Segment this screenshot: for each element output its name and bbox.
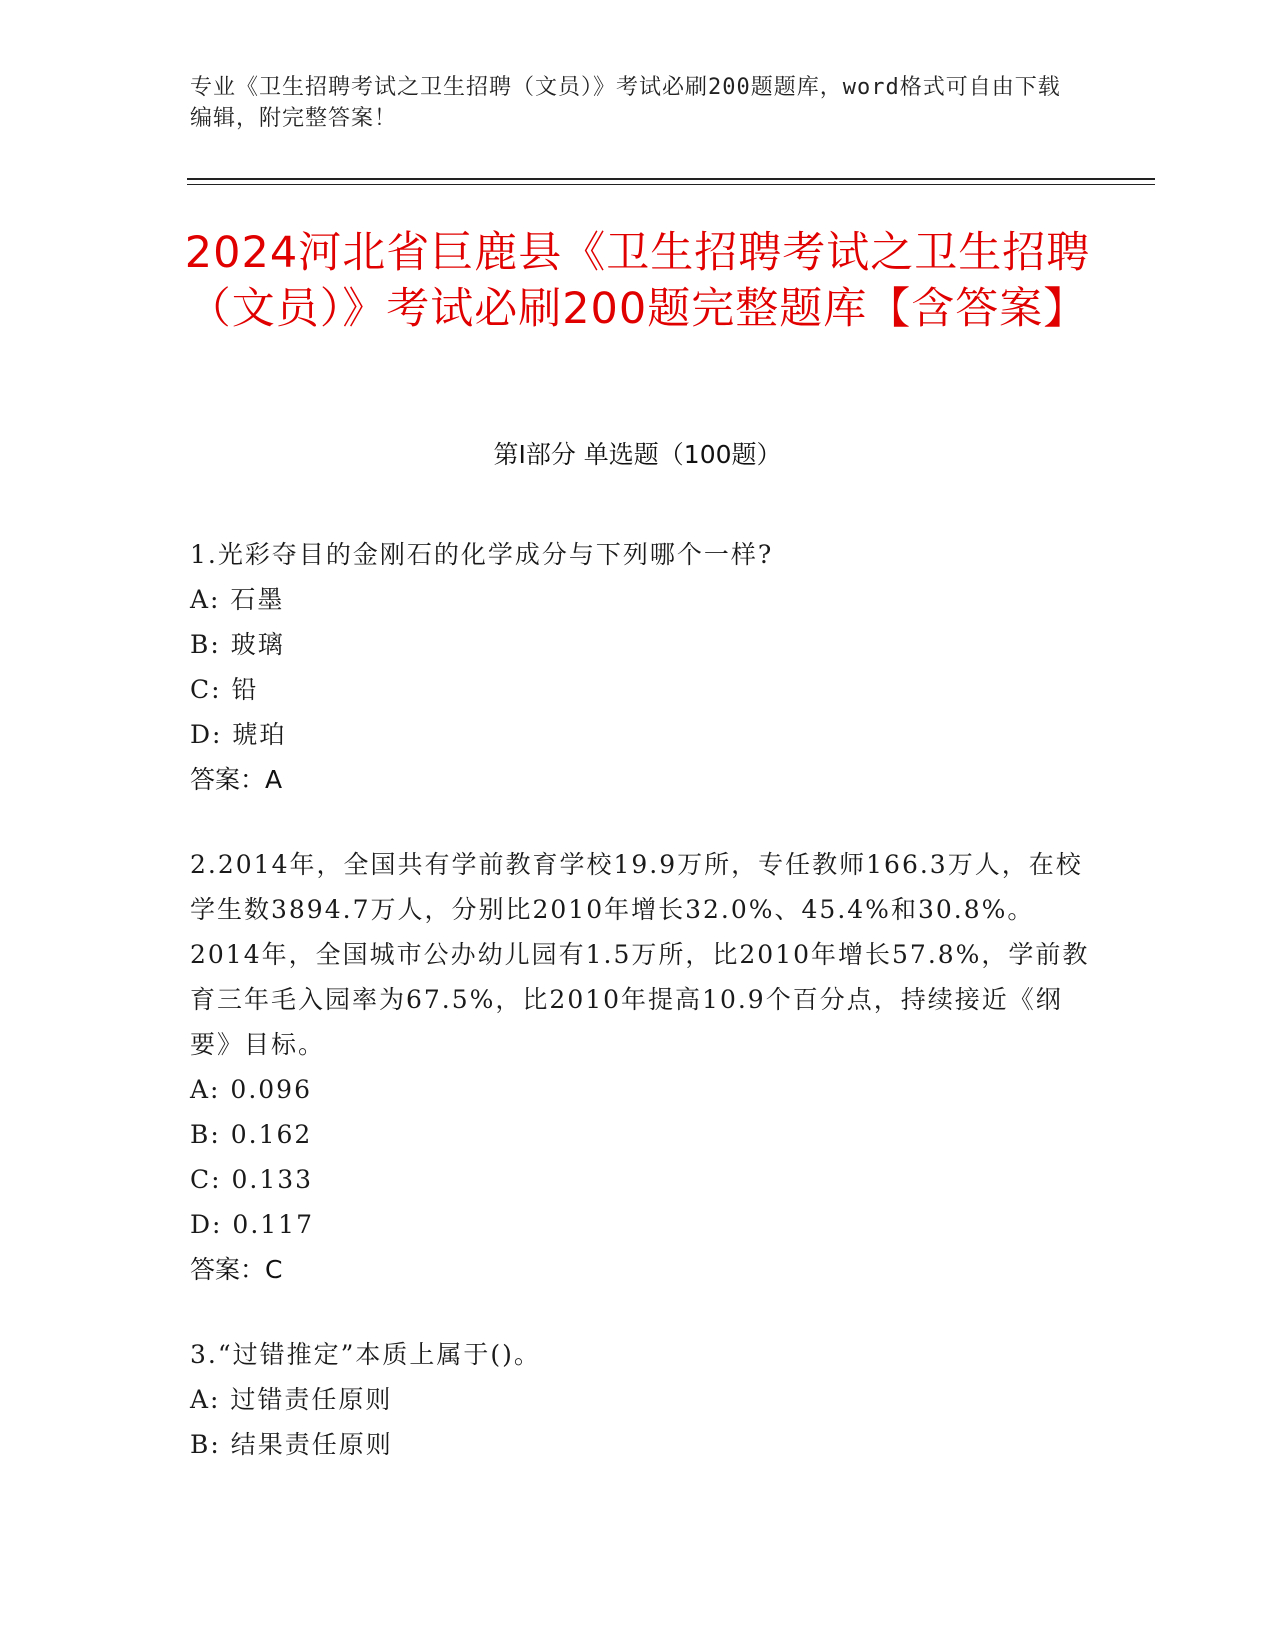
answer-line: 答案：C [190, 1255, 283, 1284]
question-stem: 3.“过错推定”本质上属于()。 [190, 1340, 541, 1369]
option-a: A: 过错责任原则 [190, 1385, 393, 1414]
option-b: B: 结果责任原则 [190, 1430, 393, 1459]
header-divider-thick [187, 178, 1155, 180]
option-d: D: 0.117 [190, 1210, 314, 1239]
option-d: D: 琥珀 [190, 720, 287, 749]
answer-line: 答案：A [190, 765, 283, 794]
question-1 [190, 532, 1090, 802]
question-stem: 1.光彩夺目的金刚石的化学成分与下列哪个一样? [190, 540, 774, 569]
option-b: B: 玻璃 [190, 630, 285, 659]
option-a: A: 0.096 [190, 1075, 312, 1104]
question-3 [190, 1332, 1090, 1467]
document-title: 2024河北省巨鹿县《卫生招聘考试之卫生招聘（文员）》考试必刷200题完整题库【含答案】 [184, 228, 1091, 334]
option-b: B: 0.162 [190, 1120, 313, 1149]
question-stem: 2.2014年，全国共有学前教育学校19.9万所，专任教师166.3万人，在校学生数3894.7万人，分别比2010年增长32.0%、45.4%和30.8%。2014年，全国城市公办幼儿园有1.5万所，比2010年增长57.8%，学前教育三年毛入园率为67.5%，比2010年提高10.9个百分点，持续接近《纲要》目标。 [190, 850, 1090, 1059]
option-a: A: 石墨 [190, 585, 285, 614]
section-title: 第Ⅰ部分 单选题（100题） [493, 440, 782, 469]
question-list [190, 532, 1090, 1507]
option-c: C: 0.133 [190, 1165, 314, 1194]
option-c: C: 铅 [190, 675, 259, 704]
header-note: 专业《卫生招聘考试之卫生招聘（文员）》考试必刷200题题库，word格式可自由下载编辑，附完整答案！ [190, 75, 1061, 131]
question-2 [190, 842, 1090, 1292]
header-divider-thin [187, 184, 1155, 185]
